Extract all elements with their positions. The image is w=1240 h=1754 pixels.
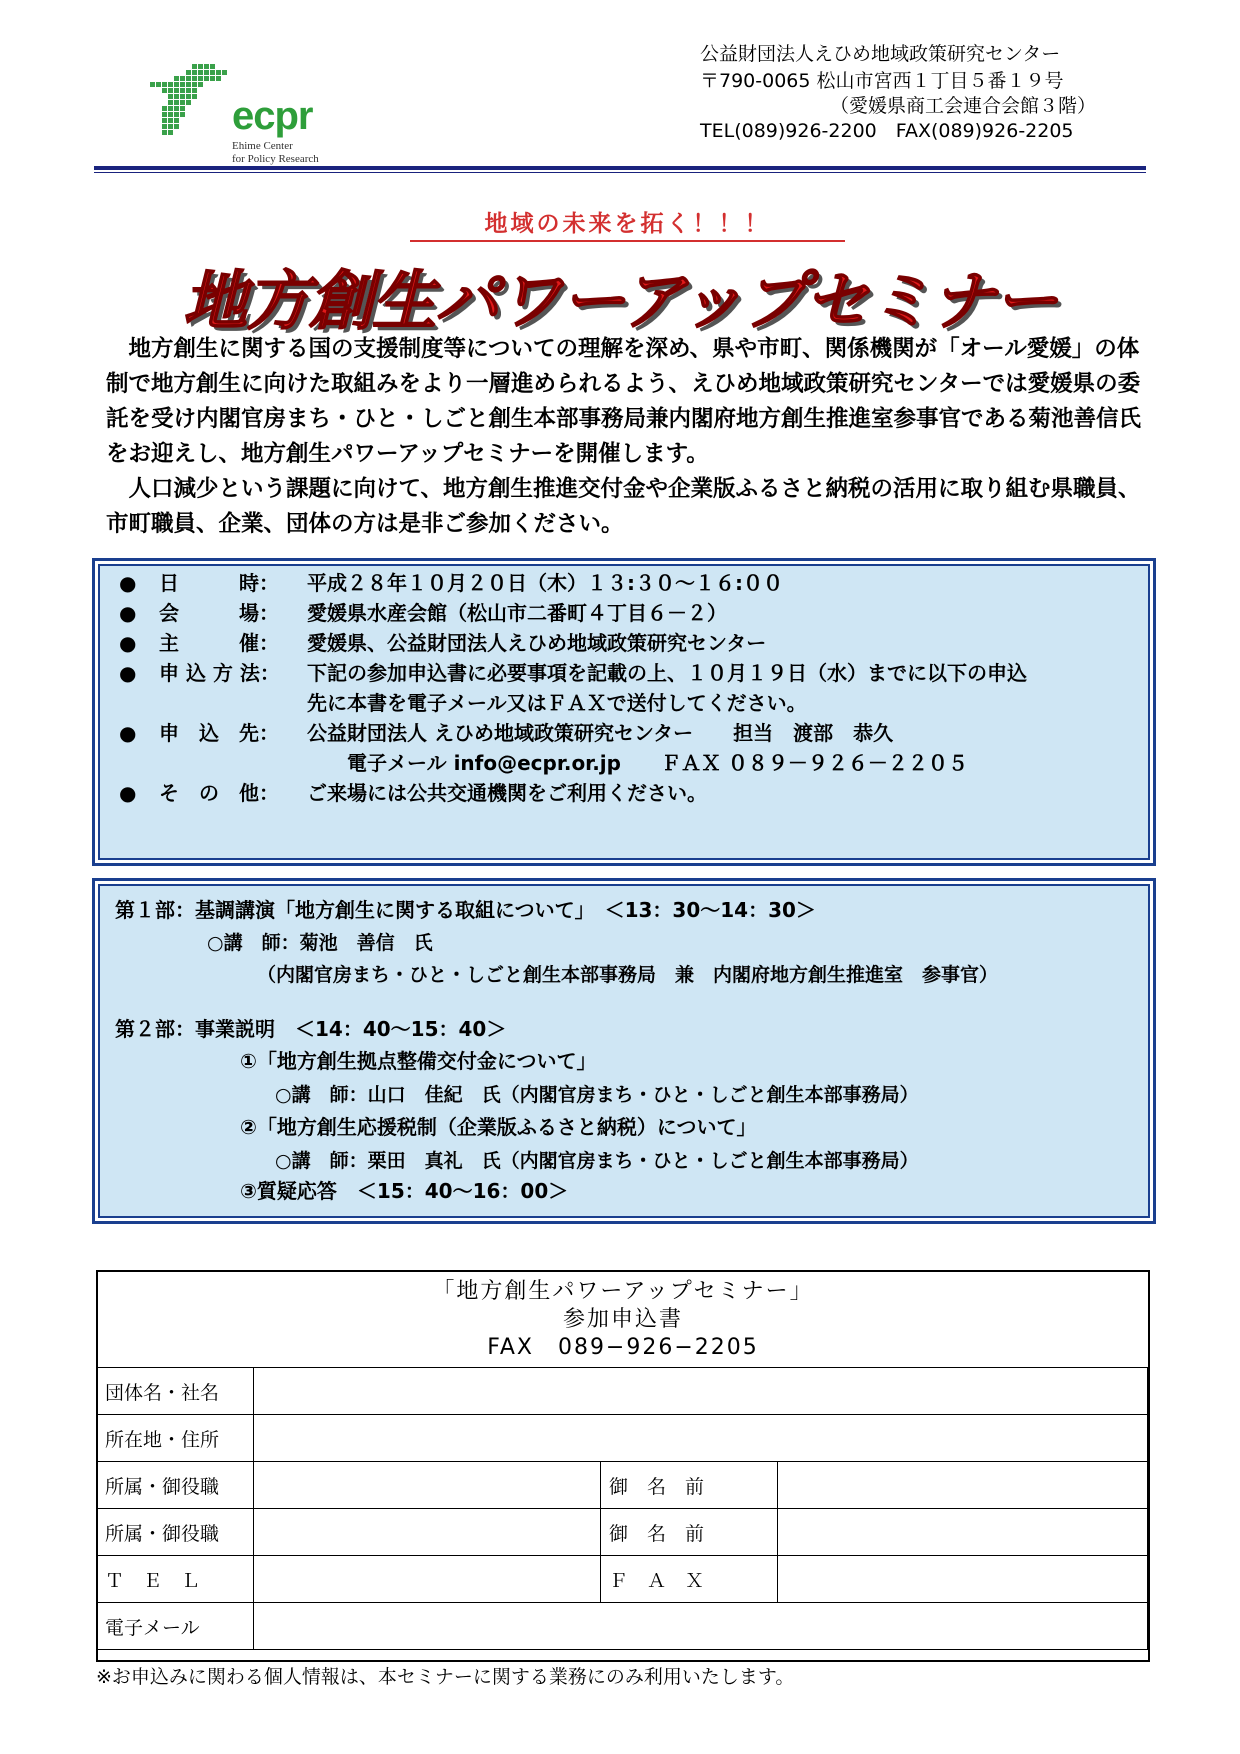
org-address: 〒790-0065 松山市宮西１丁目５番１９号 bbox=[700, 70, 1064, 92]
info-value: 平成２８年１０月２０日（木）１３:３０～１６:００ bbox=[307, 571, 783, 595]
bullet-icon: ● bbox=[119, 661, 137, 685]
logo-subtitle bbox=[232, 140, 319, 166]
info-row-application-method bbox=[119, 661, 1027, 685]
logo-text bbox=[232, 96, 313, 136]
bullet-icon: ● bbox=[119, 601, 137, 625]
intro-text bbox=[106, 332, 1146, 542]
info-label: 申 込 先： bbox=[159, 721, 279, 745]
info-label: 日 時： bbox=[159, 571, 279, 595]
form-label-dept: 所属・御役職 bbox=[97, 1509, 254, 1556]
info-row-date bbox=[119, 571, 783, 595]
program-item2-lecturer: ○講 師：栗田 真礼 氏（内閣官房まち・ひと・しごと創生本部事務局） bbox=[275, 1150, 919, 1172]
form-title bbox=[98, 1278, 1148, 1362]
tagline: 地域の未来を拓く！！！ bbox=[410, 205, 845, 242]
info-value: 愛媛県、公益財団法人えひめ地域政策研究センター bbox=[307, 631, 767, 655]
address-field[interactable] bbox=[254, 1415, 1148, 1462]
form-table bbox=[96, 1367, 1148, 1650]
dept-field[interactable] bbox=[254, 1462, 601, 1509]
name-field[interactable] bbox=[778, 1462, 1148, 1509]
privacy-footnote: ※お申込みに関わる個人情報は、本セミナーに関する業務にのみ利用いたします。 bbox=[96, 1666, 795, 1688]
form-row bbox=[97, 1556, 1148, 1603]
org-name-field[interactable] bbox=[254, 1368, 1148, 1415]
program-part2: 第２部：事業説明 ＜14：40～15：40＞ bbox=[115, 1017, 507, 1041]
form-label-email: 電子メール bbox=[97, 1603, 254, 1650]
program-item3: ③質疑応答 ＜15：40～16：00＞ bbox=[240, 1179, 569, 1203]
name-field[interactable] bbox=[778, 1509, 1148, 1556]
application-form bbox=[96, 1270, 1150, 1662]
page-title: 地方創生パワーアップセミナー bbox=[183, 265, 1057, 339]
org-building: （愛媛県商工会連合会館３階） bbox=[830, 95, 1097, 117]
event-info-box bbox=[92, 558, 1156, 866]
email-field[interactable] bbox=[254, 1603, 1148, 1650]
form-title-seminar: 「地方創生パワーアップセミナー」 bbox=[432, 1279, 814, 1304]
form-label-fax: Ｆ Ａ Ｘ bbox=[601, 1556, 778, 1603]
info-value: 電子メール info@ecpr.or.jp ＦＡＸ ０８９－９２６－２２０５ bbox=[307, 751, 968, 775]
program-part1: 第１部：基調講演「地方創生に関する取組について」 ＜13：30～14：30＞ bbox=[115, 898, 816, 922]
header-divider-thin bbox=[94, 172, 1146, 173]
info-value: ご来場には公共交通機関をご利用ください。 bbox=[307, 781, 707, 805]
org-contact: TEL(089)926-2200 FAX(089)926-2205 bbox=[700, 120, 1074, 142]
program-box bbox=[92, 878, 1156, 1224]
form-label-dept: 所属・御役職 bbox=[97, 1462, 254, 1509]
info-value: 公益財団法人 えひめ地域政策研究センター 担当 渡部 恭久 bbox=[307, 721, 894, 745]
intro-paragraph-1: 地方創生に関する国の支援制度等についての理解を深め、県や市町、関係機関が「オール愛媛」の体制で地方創生に向けた取組みをより一層進められるよう、えひめ地域政策研究センターでは愛媛県の委託を受け内閣官房まち・ひと・しごと創生本部事務局兼内閣府地方創生推進室参事官である菊池善信氏をお迎えし、地方創生パワーアップセミナーを開催します。 bbox=[106, 336, 1142, 467]
info-row-venue bbox=[119, 601, 727, 625]
info-label: 会 場： bbox=[159, 601, 279, 625]
info-row-organizer bbox=[119, 631, 766, 655]
intro-paragraph-2: 人口減少という課題に向けて、地方創生推進交付金や企業版ふるさと納税の活用に取り組む県職員、市町職員、企業、団体の方は是非ご参加ください。 bbox=[106, 476, 1141, 537]
form-row bbox=[97, 1415, 1148, 1462]
bullet-icon: ● bbox=[119, 631, 137, 655]
bullet-icon: ● bbox=[119, 721, 137, 745]
form-row bbox=[97, 1462, 1148, 1509]
form-row bbox=[97, 1603, 1148, 1650]
logo-text-main: ecpr bbox=[232, 94, 313, 138]
program-part1-lecturer: ○講 師：菊池 善信 氏 bbox=[207, 932, 433, 954]
info-label: 申 込 方 法： bbox=[159, 661, 280, 685]
form-label-name: 御 名 前 bbox=[601, 1509, 778, 1556]
info-value: 下記の参加申込書に必要事項を記載の上、１０月１９日（水）までに以下の申込 bbox=[307, 661, 1027, 685]
info-row-application-method-cont bbox=[119, 691, 807, 715]
bullet-icon: ● bbox=[119, 571, 137, 595]
dept-field[interactable] bbox=[254, 1509, 601, 1556]
header-divider bbox=[94, 166, 1146, 170]
info-value: 先に本書を電子メール又はＦＡＸで送付してください。 bbox=[307, 691, 807, 715]
form-row bbox=[97, 1509, 1148, 1556]
program-item2: ②「地方創生応援税制（企業版ふるさと納税）について」 bbox=[240, 1115, 757, 1139]
info-value: 愛媛県水産会館（松山市二番町４丁目６－２） bbox=[307, 601, 727, 625]
logo-subtitle-line1: Ehime Center bbox=[232, 140, 293, 152]
info-label: そ の 他： bbox=[159, 781, 279, 805]
form-title-fax: FAX 089−926−2205 bbox=[487, 1335, 759, 1360]
info-row-apply-to bbox=[119, 721, 893, 745]
form-row bbox=[97, 1368, 1148, 1415]
logo-subtitle-line2: for Policy Research bbox=[232, 153, 319, 165]
info-label: 主 催： bbox=[159, 631, 279, 655]
form-label-org: 団体名・社名 bbox=[97, 1368, 254, 1415]
program-item1: ①「地方創生拠点整備交付金について」 bbox=[240, 1049, 597, 1073]
program-item1-lecturer: ○講 師：山口 佳紀 氏（内閣官房まち・ひと・しごと創生本部事務局） bbox=[275, 1084, 919, 1106]
form-title-label: 参加申込書 bbox=[562, 1307, 683, 1332]
form-label-tel: Ｔ Ｅ Ｌ bbox=[97, 1556, 254, 1603]
bullet-icon: ● bbox=[119, 781, 137, 805]
fax-field[interactable] bbox=[778, 1556, 1148, 1603]
org-name: 公益財団法人えひめ地域政策研究センター bbox=[700, 43, 1061, 65]
info-row-other bbox=[119, 781, 707, 805]
program-part1-affiliation: （内閣官房まち・ひと・しごと創生本部事務局 兼 内閣府地方創生推進室 参事官） bbox=[257, 964, 999, 986]
form-label-name: 御 名 前 bbox=[601, 1462, 778, 1509]
info-row-apply-to-contact bbox=[119, 751, 968, 775]
form-label-address: 所在地・住所 bbox=[97, 1415, 254, 1462]
tel-field[interactable] bbox=[254, 1556, 601, 1603]
